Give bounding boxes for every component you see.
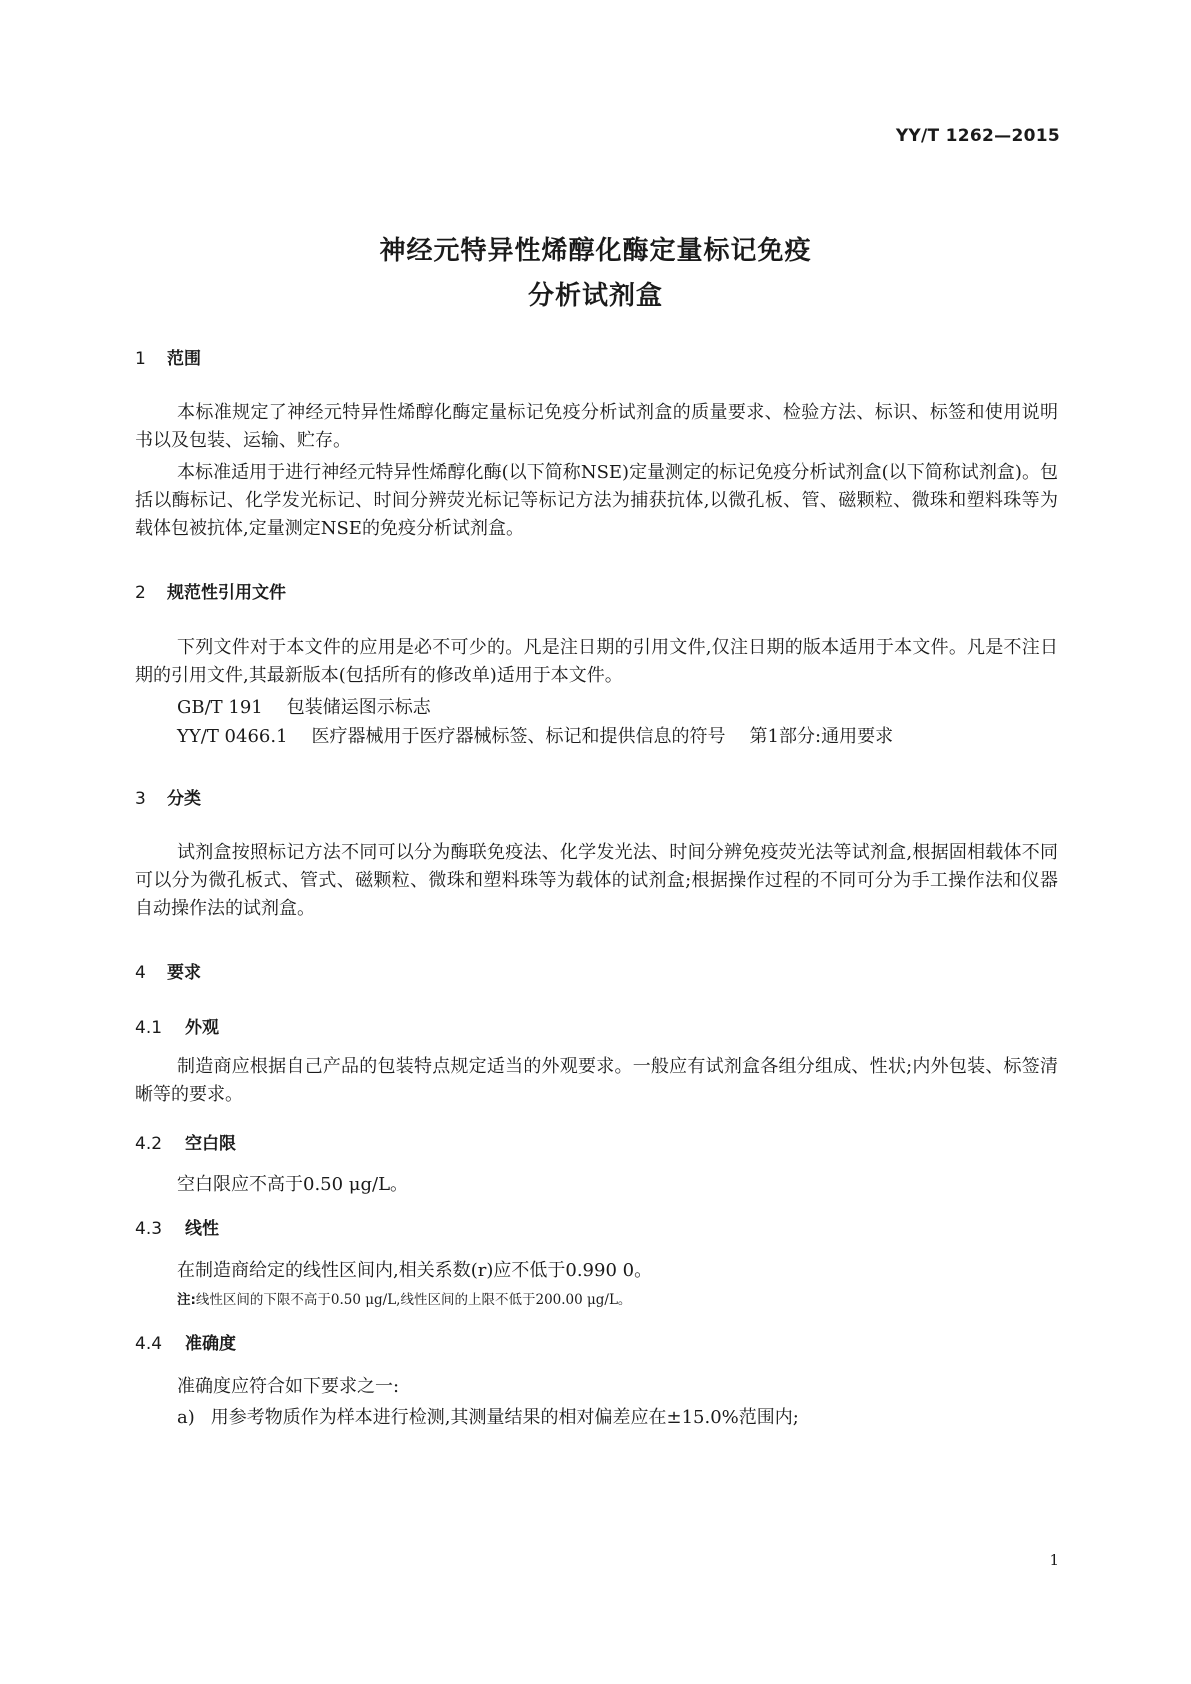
reference-title: 医疗器械用于医疗器械标签、标记和提供信息的符号: [311, 726, 726, 747]
section-4-1-paragraph: 制造商应根据自己产品的包装特点规定适当的外观要求。一般应有试剂盒各组分组成、性状;内外包装、标签清晰等的要求。: [135, 1056, 1058, 1105]
section-title: 要求: [167, 963, 201, 983]
section-4-4-paragraph: 准确度应符合如下要求之一:: [177, 1376, 400, 1397]
section-1-paragraph-2: 本标准适用于进行神经元特异性烯醇化酶(以下简称NSE)定量测定的标记免疫分析试剂盒(以下简称试剂盒)。包括以酶标记、化学发光标记、时间分辨荧光标记等标记方法为捕获抗体,以微孔板、管、磁颗粒、微珠和塑料珠等为载体包被抗体,定量测定NSE的免疫分析试剂盒。: [135, 462, 1058, 539]
section-1-paragraph-1: 本标准规定了神经元特异性烯醇化酶定量标记免疫分析试剂盒的质量要求、检验方法、标识、标签和使用说明书以及包装、运输、贮存。: [135, 402, 1058, 451]
section-title: 分类: [167, 789, 201, 809]
reference-title: 包装储运图示标志: [286, 697, 431, 718]
section-number: 4.4: [135, 1334, 163, 1354]
section-4-3-note: [177, 1288, 631, 1308]
section-4-2-heading: [135, 1129, 236, 1154]
note-text: 线性区间的下限不高于0.50 μg/L,线性区间的上限不低于200.00 μg/L。: [195, 1292, 632, 1308]
reference-part: 第1部分:通用要求: [749, 726, 894, 747]
section-number: 4.3: [135, 1219, 163, 1239]
section-number: 4.2: [135, 1134, 163, 1154]
section-number: 4.1: [135, 1018, 163, 1038]
section-4-heading: [135, 958, 201, 983]
section-number: 2: [135, 583, 146, 603]
section-4-1-heading: [135, 1013, 219, 1038]
list-item-a: [177, 1403, 799, 1429]
section-1-heading: [135, 344, 201, 369]
section-3-heading: [135, 784, 201, 809]
document-title-line1: 神经元特异性烯醇化酶定量标记免疫: [379, 236, 812, 266]
section-4-3-heading: [135, 1214, 219, 1239]
reference-code: YY/T 0466.1: [177, 726, 288, 747]
section-title: 线性: [185, 1219, 219, 1239]
document-title-line2: 分析试剂盒: [527, 281, 663, 311]
section-title: 空白限: [185, 1134, 236, 1154]
section-title: 范围: [167, 349, 201, 369]
section-title: 外观: [185, 1018, 219, 1038]
section-title: 准确度: [185, 1334, 236, 1354]
section-number: 4: [135, 963, 146, 983]
reference-item: [177, 722, 893, 748]
section-4-4-heading: [135, 1329, 236, 1354]
section-3-paragraph-1: 试剂盒按照标记方法不同可以分为酶联免疫法、化学发光法、时间分辨免疫荧光法等试剂盒,根据固相载体不同可以分为微孔板式、管式、磁颗粒、微珠和塑料珠等为载体的试剂盒;根据操作过程的不同可分为手工操作法和仪器自动操作法的试剂盒。: [135, 842, 1058, 919]
section-title: 规范性引用文件: [167, 583, 286, 603]
reference-code: GB/T 191: [177, 697, 263, 718]
standard-code: YY/T 1262—2015: [895, 126, 1060, 146]
section-2-heading: [135, 578, 286, 603]
note-label: 注:: [177, 1292, 196, 1308]
reference-item: [177, 693, 431, 719]
section-4-3-paragraph: 在制造商给定的线性区间内,相关系数(r)应不低于0.990 0。: [177, 1260, 653, 1281]
list-item-label: a): [177, 1407, 195, 1428]
section-4-2-paragraph: 空白限应不高于0.50 μg/L。: [177, 1174, 409, 1195]
page-number: 1: [1049, 1551, 1059, 1569]
section-number: 3: [135, 789, 146, 809]
section-2-paragraph-1: 下列文件对于本文件的应用是必不可少的。凡是注日期的引用文件,仅注日期的版本适用于本文件。凡是不注日期的引用文件,其最新版本(包括所有的修改单)适用于本文件。: [135, 637, 1058, 686]
section-number: 1: [135, 349, 146, 369]
list-item-text: 用参考物质作为样本进行检测,其测量结果的相对偏差应在±15.0%范围内;: [210, 1407, 799, 1428]
